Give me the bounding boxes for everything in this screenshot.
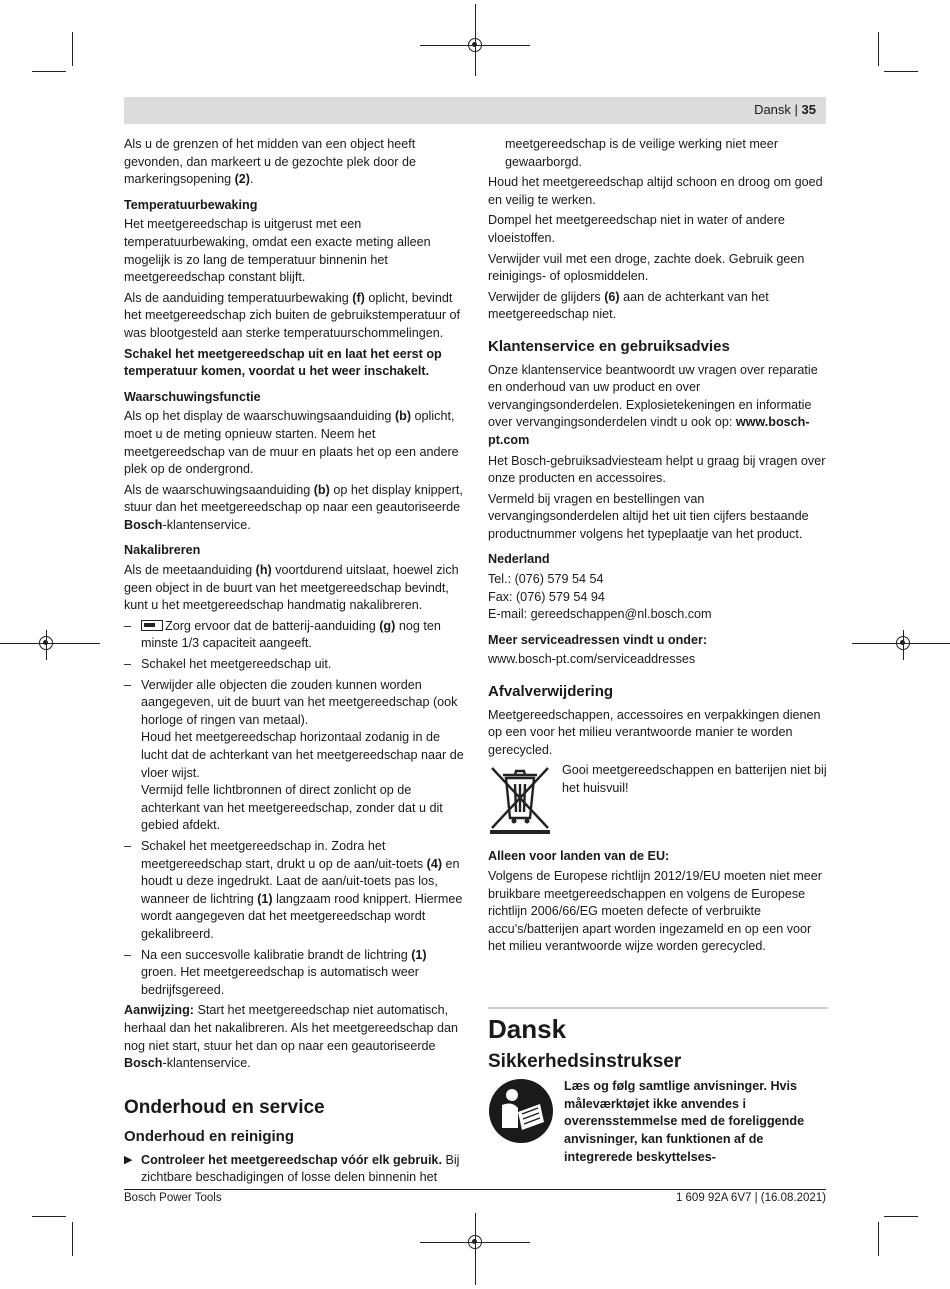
fax-number: Fax: (076) 579 54 94 (488, 589, 605, 604)
heading-netherlands: Nederland (488, 552, 550, 567)
cleaning-paragraph: Houd het meetgereedschap altijd schoon en droog om goed en veilig te werken. (488, 175, 823, 207)
disposal-paragraph: Meetgereedschappen, accessoires en verpakkingen dienen op een voor het milieu verantwoorde manier te worden gerecycled. (488, 707, 821, 757)
left-column (124, 136, 464, 1187)
crossed-bin-icon (488, 762, 552, 834)
service-url: www.bosch-pt.com/serviceaddresses (488, 652, 696, 667)
list-item: ▶ Controleer het meetgereedschap vóór elk gebruik. Bij zichtbare beschadigingen of losse delen binnenin het (124, 1152, 460, 1185)
crop-mark (72, 32, 73, 66)
registration-target-icon (468, 1235, 482, 1249)
weee-notice (488, 762, 828, 834)
intro-paragraph: Als u de grenzen of het midden van een object heeft gevonden, dan markeert u de gezochte plek door de markeringsopening (2). (124, 137, 416, 187)
heading-customer-service: Klantenservice en gebruiksadvies (488, 337, 730, 355)
right-column (488, 136, 828, 1166)
cleaning-paragraph: Verwijder de glijders (6) aan de achterkant van het meetgereedschap niet. (488, 289, 769, 322)
footer-divider (124, 1189, 826, 1190)
customer-paragraph: Vermeld bij vragen en bestellingen van vervangingsonderdelen altijd het uit tien cijfers bestaande productnummer volgens het typeplaatje van het product. (488, 491, 809, 541)
heading-cleaning: Onderhoud en reiniging (124, 1128, 294, 1146)
warning-paragraph: Als de waarschuwingsaanduiding (b) op het display knippert, stuur dan het meetgereedschap op naar een geautoriseerde Bosch-klantenservice. (124, 482, 463, 532)
heading-temperature: Temperatuurbewaking (124, 197, 258, 212)
customer-paragraph: Het Bosch-gebruiksadviesteam helpt u graag bij vragen over onze producten en accessoires. (488, 453, 826, 486)
email-address: E-mail: gereedschappen@nl.bosch.com (488, 607, 712, 622)
heading-warning-function: Waarschuwingsfunctie (124, 389, 261, 404)
safety-notice (488, 1078, 828, 1166)
header-label: Dansk | 35 (754, 102, 816, 117)
crop-mark (32, 1216, 66, 1217)
section-divider (488, 1007, 828, 1009)
heading-safety: Sikkerhedsinstrukser (488, 1050, 682, 1072)
heading-service: Onderhoud en service (124, 1096, 325, 1118)
list-item: – Schakel het meetgereedschap in. Zodra het meetgereedschap start, drukt u op de aan/uit-toets (4) en houdt u deze ingedrukt. Laat de aan/uit-toets pas los, wanneer de lichtring (1) langzaam rood knippert. Hiermee wordt aangegeven dat het meetgereedschap wordt gekalibreerd. (124, 838, 463, 941)
customer-paragraph: Onze klantenservice beantwoordt uw vragen over reparatie en onderhoud van uw product en over vervangingsonderdelen. Explosietekeningen en informatie over vervangingsonderdelen vindt u ook op: www.bosch-pt.com (488, 362, 818, 447)
list-item: – Zorg ervoor dat de batterij-aanduiding (g) nog ten minste 1/3 capaciteit aangeeft. (124, 618, 441, 651)
heading-disposal: Afvalverwijdering (488, 683, 614, 701)
registration-line (475, 1213, 476, 1285)
temperature-warning: Schakel het meetgereedschap uit en laat het eerst op temperatuur komen, voordat u het weer inschakelt. (124, 346, 442, 379)
registration-target-icon (896, 636, 910, 650)
crop-mark (72, 1222, 73, 1256)
registration-target-icon (39, 636, 53, 650)
battery-icon (141, 620, 163, 631)
footer-brand: Bosch Power Tools (124, 1192, 222, 1204)
warning-paragraph: Als op het display de waarschuwingsaanduiding (b) oplicht, moet u de meting opnieuw starten. Neem het meetgereedschap van de muur en plaats het op een andere plek op de ondergrond. (124, 409, 459, 477)
crop-mark (884, 71, 918, 72)
temperature-paragraph: Het meetgereedschap is uitgerust met een temperatuurbewaking, omdat een exacte meting alleen mogelijk is zo lang de temperatuur binnenin het meetgereedschap constant blijft. (124, 217, 431, 285)
page-number: 35 (801, 102, 816, 117)
footer-doc-number: 1 609 92A 6V7 | (16.08.2021) (675, 1192, 826, 1204)
arrow-bullet-icon: ▶ (124, 1153, 133, 1166)
registration-target-icon (468, 38, 482, 52)
crop-mark (884, 1216, 918, 1217)
read-manual-icon (488, 1078, 554, 1144)
heading-eu: Alleen voor landen van de EU: (488, 849, 670, 864)
crop-mark (878, 1222, 879, 1256)
temperature-paragraph: Als de aanduiding temperatuurbewaking (f) oplicht, bevindt het meetgereedschap zich buiten de gebruikstemperatuur of was blootgesteld aan sterke temperatuurschommelingen. (124, 290, 461, 340)
safety-text: Læs og følg samtlige anvisninger. Hvis måleværktøjet ikke anvendes i overensstemmelse med de foreliggende anvisninger, kan funktionen af de integrerede beskyttelses- (564, 1079, 805, 1164)
calibration-paragraph: Als de meetaanduiding (h) voortdurend uitslaat, hoewel zich geen object in de buurt van het meetgereedschap bevindt, kunt u het meetgereedschap handmatig nakalibreren. (124, 563, 459, 613)
heading-calibration: Nakalibreren (124, 543, 201, 558)
heading-dansk: Dansk (488, 1013, 567, 1044)
note-paragraph: Aanwijzing: Start het meetgereedschap niet automatisch, herhaal dan het nakalibreren. Als het meetgereedschap dan nog niet start, stuur het dan op naar een geautoriseerde Bosch-klantenservice. (124, 1003, 458, 1071)
cleaning-paragraph: Verwijder vuil met een droge, zachte doek. Gebruik geen reinigings- of oplosmiddelen. (488, 251, 805, 284)
weee-text: Gooi meetgereedschappen en batterijen niet bij het huisvuil! (562, 763, 827, 795)
cleaning-paragraph: Dompel het meetgereedschap niet in water of andere vloeistoffen. (488, 213, 785, 245)
crop-mark (878, 32, 879, 66)
crop-mark (32, 71, 66, 72)
list-item: – Verwijder alle objecten die zouden kunnen worden aangegeven, uit de buurt van het meetgereedschap (ook horloge of ringen van metaal). Houd het meetgereedschap horizontaal zodanig in de lucht dat de achterkant van het meetgereedschap naar de vloer wijst. Vermijd felle lichtbronnen of direct zonlicht op de achterkant van het meetgereedschap, zonder dat u dit gebied afdekt. (124, 677, 464, 833)
heading-more-addresses: Meer serviceadressen vindt u onder: (488, 632, 708, 647)
phone-number: Tel.: (076) 579 54 54 (488, 572, 604, 587)
list-item: – Na een succesvolle kalibratie brandt de lichtring (1) groen. Het meetgereedschap is automatisch weer bedrijfsgereed. (124, 947, 427, 997)
list-item: – Schakel het meetgereedschap uit. (124, 657, 332, 672)
page-header (124, 97, 826, 124)
eu-paragraph: Volgens de Europese richtlijn 2012/19/EU moeten niet meer bruikbare meetgereedschappen en volgens de Europese richtlijn 2006/66/EG moeten defecte of verbruikte accu’s/batterijen apart worden ingezameld en op een voor het milieu verantwoorde wijze worden gerecycled. (488, 869, 822, 954)
continued-paragraph: meetgereedschap is de veilige werking niet meer gewaarborgd. (505, 137, 779, 169)
